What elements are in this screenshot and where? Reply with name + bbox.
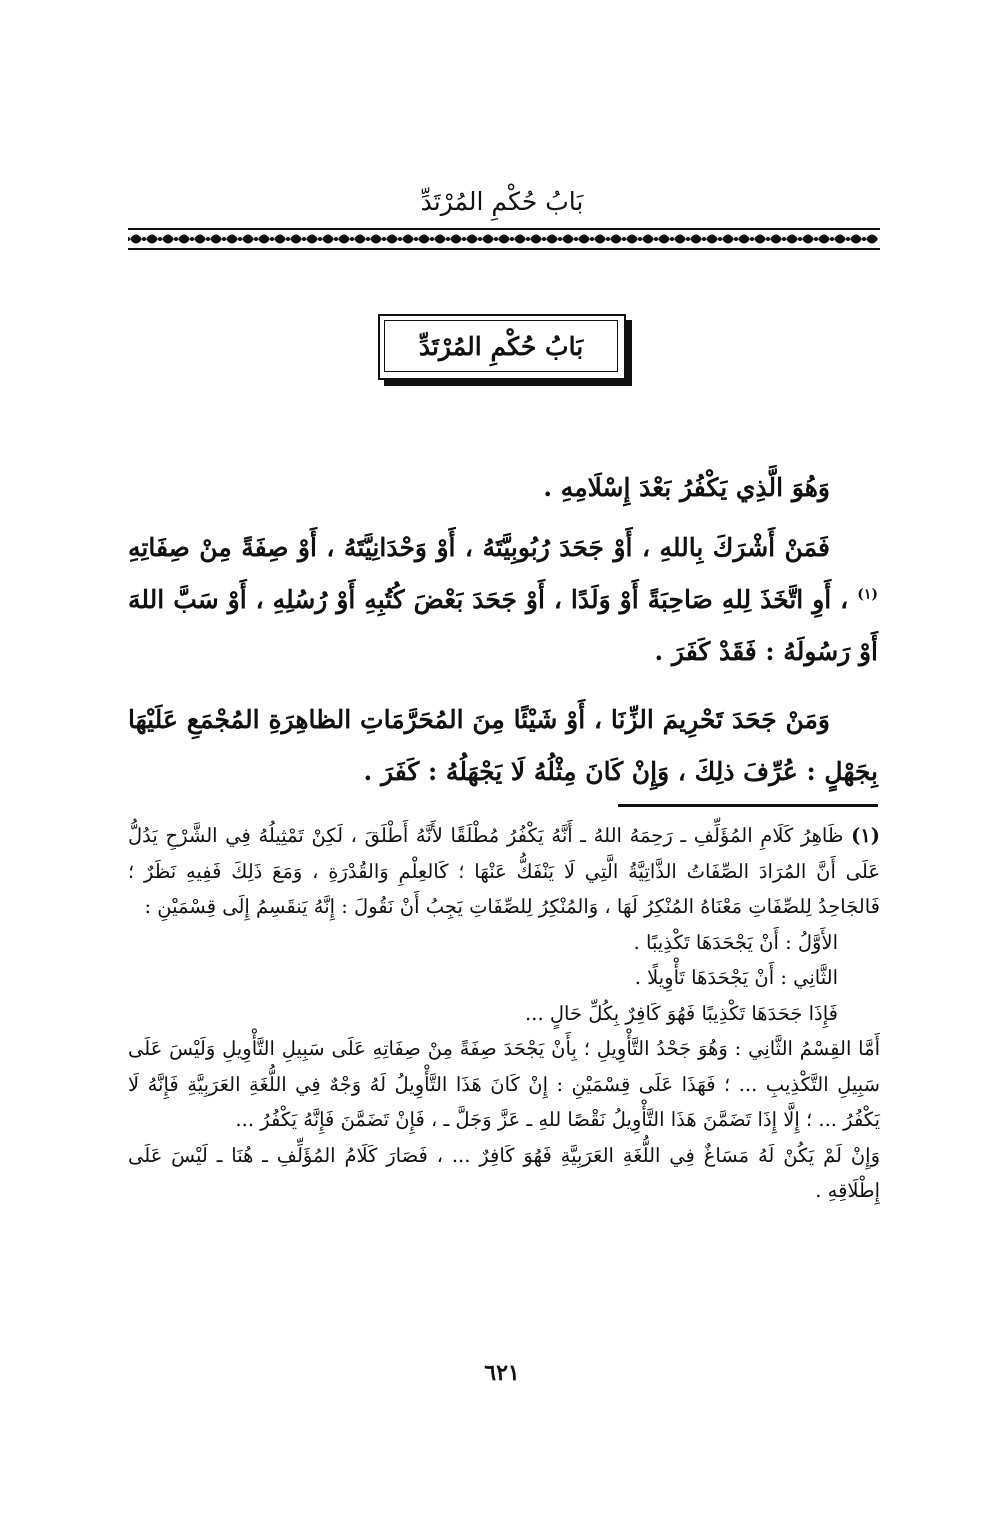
ornament-motif [450, 235, 462, 244]
ornament-motif [850, 235, 862, 244]
ornament-dot [622, 237, 626, 241]
ornament-motif [754, 235, 766, 244]
footnote-section [128, 818, 880, 1209]
footnote-marker[interactable]: (١) [857, 586, 878, 603]
ornament-motif [162, 235, 174, 244]
ornament-dot [590, 237, 594, 241]
ornament-dot [270, 237, 274, 241]
ornament-dot [478, 237, 482, 241]
ornament-dot [446, 237, 450, 241]
ornament-motif [226, 235, 238, 244]
ornament-dot [462, 237, 466, 241]
ornament-dot [766, 237, 770, 241]
ornament-motif [306, 235, 318, 244]
ornament-motif [466, 235, 478, 244]
ornament-motif [290, 235, 302, 244]
ornament-dot [782, 237, 786, 241]
ornament-dot [574, 237, 578, 241]
ornament-dot [846, 237, 850, 241]
title-box-frame [378, 314, 626, 380]
ornament-motif [210, 235, 222, 244]
ornament-motif [562, 235, 574, 244]
ornament-motif [738, 235, 750, 244]
ornament-dot [222, 237, 226, 241]
ornament-motif [690, 235, 702, 244]
paragraph-shirk-end: ، أَوِ اتَّخَذَ لِلهِ صَاحِبَةً أَوْ وَلَدًا ، أَوْ جَحَدَ بَعْضَ كُتُبِهِ أَوْ رُسُلِهِ ، أَوْ سَبَّ اللهَ أَوْ رَسُولَهُ : فَقَدْ كَفَرَ . [128, 585, 878, 666]
ornament-motif [658, 235, 670, 244]
ornament-motif [802, 235, 814, 244]
ornament-dot [814, 237, 818, 241]
ornament-motif [498, 235, 510, 244]
ornament-motif [274, 235, 286, 244]
ornament-motif [402, 235, 414, 244]
ornament-dot [558, 237, 562, 241]
ornament-motif [354, 235, 366, 244]
ornament-motif [258, 235, 270, 244]
ornament-dot [206, 237, 210, 241]
running-head: بَابُ حُكْمِ المُرْتَدِّ [420, 187, 584, 216]
ornament-motif [242, 235, 254, 244]
footnote-paragraph-conclusion: وَإِنْ لَمْ يَكُنْ لَهُ مَسَاغٌ فِي اللُّغَةِ العَرَبِيَّةِ فَهُوَ كَافِرٌ ... ، فَصَارَ كَلَامُ المُؤَلِّفِ ـ هُنَا ـ لَيْسَ عَلَى إِطْلَاقِهِ . [128, 1143, 880, 1202]
ornament-motif [834, 235, 846, 244]
paragraph-denial: وَمَنْ جَحَدَ تَحْرِيمَ الزِّنَا ، أَوْ شَيْئًا مِنَ المُحَرَّمَاتِ الظاهِرَةِ المُجْمَعِ عَلَيْهَا بِجَهْلٍ : عُرِّفَ ذلِكَ ، وَإِنْ كَانَ مِثْلُهُ لَا يَجْهَلُهُ : كَفَرَ . [128, 705, 878, 786]
ornament-motif [786, 235, 798, 244]
ornament-dot [254, 237, 258, 241]
ornament-motif [514, 235, 526, 244]
chapter-title-box [378, 314, 632, 386]
ornament-dot [190, 237, 194, 241]
ornament-dot [286, 237, 290, 241]
ornament-dot [526, 237, 530, 241]
ornament-motif [866, 235, 878, 244]
ornament-dot [510, 237, 514, 241]
paragraph-definition: وَهُوَ الَّذِي يَكْفُرُ بَعْدَ إِسْلَامِهِ . [543, 473, 830, 502]
ornament-dot [238, 237, 242, 241]
ornament-dot [366, 237, 370, 241]
ornament-motif [530, 235, 542, 244]
paragraph-shirk-start: فَمَنْ أَشْرَكَ بِاللهِ ، أَوْ جَحَدَ رُبُوبِيَّتَهُ ، أَوْ وَحْدَانِيَّتَهُ ، أَوْ صِفَةً مِنْ صِفَاتِهِ [128, 533, 830, 562]
ornament-dot [606, 237, 610, 241]
ornament-motif [578, 235, 590, 244]
ornament-motif [626, 235, 638, 244]
ornament-motif [322, 235, 334, 244]
footnote-lead [128, 818, 880, 925]
footnote-line-first-type: الأَوَّلُ : أَنْ يَجْحَدَهَا تَكْذِيبًا . [633, 930, 838, 954]
ornament-motif [194, 235, 206, 244]
footnote-separator [618, 804, 878, 807]
ornament-dot [430, 237, 434, 241]
footnote-line-second-type: الثَّانِي : أَنْ يَجْحَدَهَا تَأْوِيلًا . [634, 966, 838, 989]
ornament-dot [128, 237, 130, 241]
ornament-motif [370, 235, 382, 244]
main-text [128, 462, 878, 814]
ornament-dot [718, 237, 722, 241]
ornament-motif [146, 235, 158, 244]
ornament-dot [750, 237, 754, 241]
ornament-motif [434, 235, 446, 244]
ornament-dot [302, 237, 306, 241]
ornament-motif [642, 235, 654, 244]
ornament-dot [318, 237, 322, 241]
ornament-dot [382, 237, 386, 241]
ornament-dot [798, 237, 802, 241]
ornament-dot [670, 237, 674, 241]
ornamental-border [128, 226, 880, 252]
ornament-motif [386, 235, 398, 244]
ornament-dot [334, 237, 338, 241]
ornament-motif [770, 235, 782, 244]
ornament-dot [686, 237, 690, 241]
ornament-dot [174, 237, 178, 241]
ornament-motif [674, 235, 686, 244]
ornament-motif [338, 235, 350, 244]
ornament-motif [610, 235, 622, 244]
ornament-dot [702, 237, 706, 241]
page-number: ٦٢١ [484, 1360, 520, 1386]
ornament-motif [418, 235, 430, 244]
ornament-dot [654, 237, 658, 241]
ornament-motif [178, 235, 190, 244]
ornament-dot [830, 237, 834, 241]
paragraph-shirk [128, 522, 878, 678]
footnote-number: (١) [851, 824, 881, 847]
footnote-lead-text: ظَاهِرُ كَلَامِ المُؤَلِّفِ ـ رَحِمَهُ اللهُ ـ أَنَّهُ يَكْفُرُ مُطْلَقًا لأَنَّهُ أَطْلَقَ ، لَكِنْ تَمْثِيلُهُ فِي الشَّرْحِ يَدُلُّ عَلَى أَنَّ المُرَادَ الصِّفَاتُ الذَّاتِيَّةُ الَّتِي لَا يَنْفَكُّ عَنْهَا ؛ كَالعِلْمِ وَالقُدْرَةِ ، وَمَعَ ذَلِكَ فَفِيهِ نَظَرٌ ؛ فَالجَاحِدُ لِلصِّفَاتِ مَعْنَاهُ المُنْكِرُ لَهَا ، وَالمُنْكِرُ لِلصِّفَاتِ يَجِبُ أَنْ نَقُولَ : إِنَّهُ يَنقَسِمُ إِلَى قِسْمَيْنِ : [128, 824, 880, 918]
ornament-dot [350, 237, 354, 241]
ornament-motif [594, 235, 606, 244]
ornament-motif [818, 235, 830, 244]
chapter-title: بَابُ حُكْمِ المُرْتَدِّ [384, 320, 618, 372]
ornament-motif [130, 235, 142, 244]
footnote-line-ruling: فَإِذَا جَحَدَهَا تَكْذِيبًا فَهُوَ كَافِرٌ بِكُلِّ حَالٍ ... [525, 1001, 838, 1025]
ornament-dot [142, 237, 146, 241]
ornament-motif [546, 235, 558, 244]
ornament-dot [494, 237, 498, 241]
ornament-dot [414, 237, 418, 241]
ornament-dot [638, 237, 642, 241]
ornament-motif [706, 235, 718, 244]
ornament-motif [722, 235, 734, 244]
ornament-dot [862, 237, 866, 241]
ornament-dot [734, 237, 738, 241]
ornament-dot [542, 237, 546, 241]
ornament-motif [482, 235, 494, 244]
footnote-paragraph-second-type: أَمَّا القِسْمُ الثَّانِي : وَهُوَ جَحْدُ التَّأْوِيلِ ؛ بِأَنْ يَجْحَدَ صِفَةً مِنْ صِفَاتِهِ عَلَى سَبِيلِ التَّأْوِيلِ وَلَيْسَ عَلَى سَبِيلِ التَّكْذِيبِ ... ؛ فَهَذَا عَلَى قِسْمَيْنِ : إِنْ كَانَ هَذَا التَّأْوِيلُ لَهُ وَجْهٌ فِي اللُّغَةِ العَرَبِيَّةِ فَإِنَّهُ لَا يَكْفُرُ ... ؛ إِلَّا إِذَا تَضَمَّنَ هَذَا التَّأْوِيلُ نَقْصًا للهِ ـ عَزَّ وَجَلَّ ـ ، فَإِنْ تَضَمَّنَ فَإِنَّهُ يَكْفُرُ ... [128, 1037, 880, 1131]
ornament-dot [158, 237, 162, 241]
ornament-dot [398, 237, 402, 241]
